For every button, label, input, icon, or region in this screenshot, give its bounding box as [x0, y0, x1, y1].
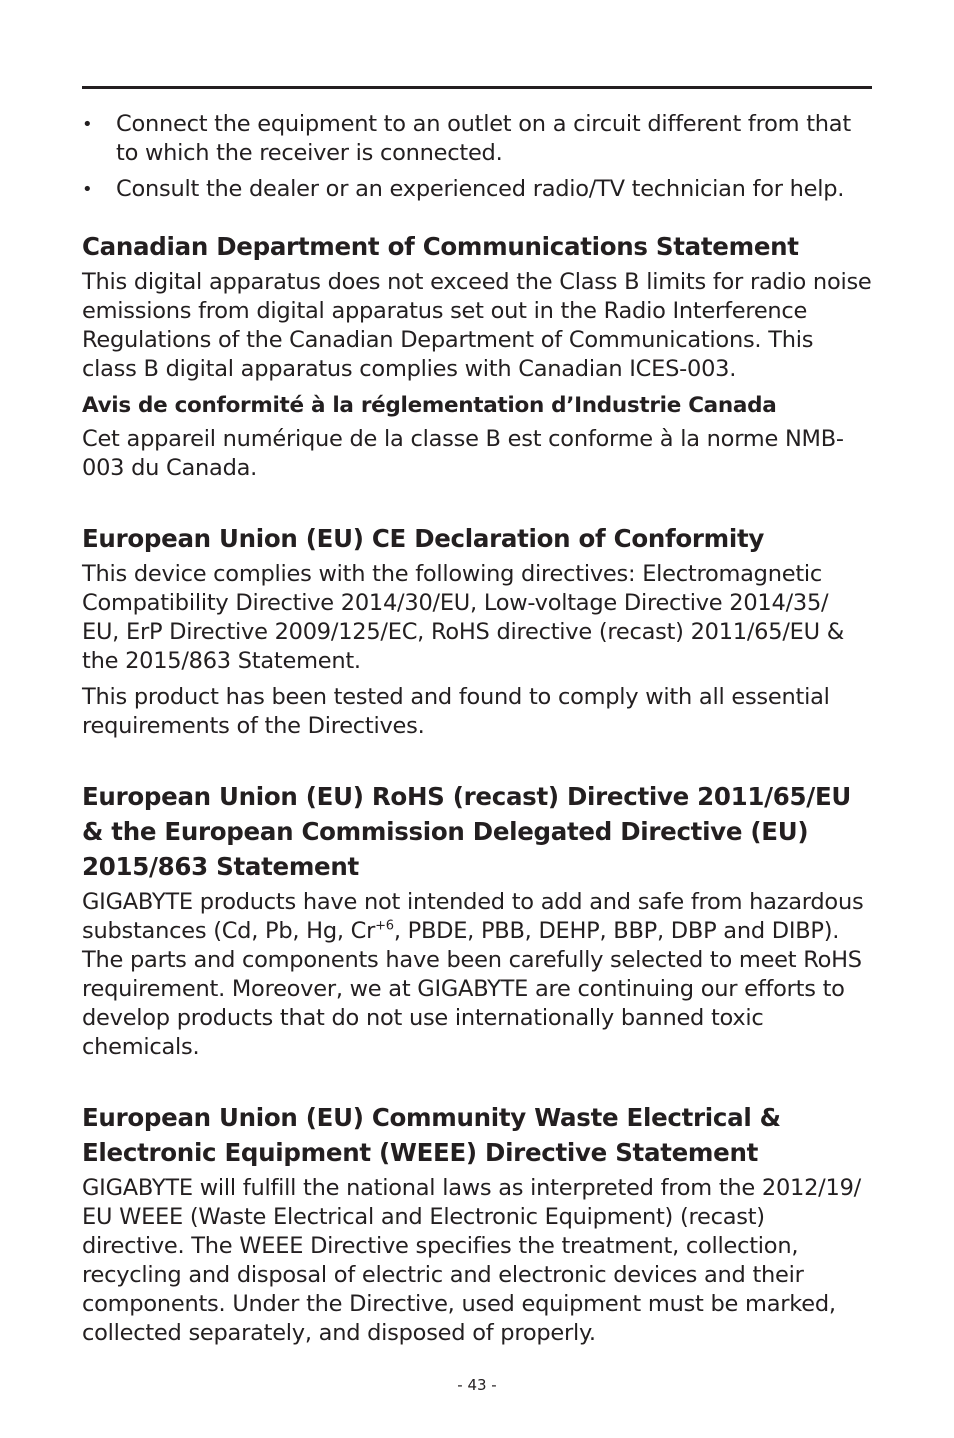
interference-bullet-list — [82, 110, 872, 204]
bullet-text: Consult the dealer or an experienced radio/TV technician for help. — [116, 176, 845, 202]
page-number: - 43 - — [457, 1376, 497, 1394]
bullet-text: Connect the equipment to an outlet on a circuit different from that to which the receiver is connected. — [116, 111, 851, 166]
eu-ce-heading: European Union (EU) CE Declaration of Conformity — [82, 524, 765, 553]
canada-fr-heading: Avis de conformité à la réglementation d’Industrie Canada — [82, 393, 777, 418]
canada-fr-body: Cet appareil numérique de la classe B est conforme à la norme NMB-003 du Canada. — [82, 426, 844, 481]
header-rule — [82, 86, 872, 89]
bullet-icon: • — [82, 179, 93, 200]
canada-body: This digital apparatus does not exceed the Class B limits for radio noise emissions from digital apparatus set out in the Radio Interference Regulations of the Canadian Department of Communications. This class B digital apparatus complies with Canadian ICES-003. — [82, 269, 872, 382]
eu-rohs-heading: European Union (EU) RoHS (recast) Directive 2011/65/EU & the European Commission Delegated Directive (EU) 2015/863 Statement — [82, 782, 851, 881]
eu-rohs-body-pre: GIGABYTE products have not intended to add and safe from hazardous substances (Cd, Pb, Hg, Cr — [82, 889, 864, 944]
eu-rohs-body-sup: +6 — [375, 918, 394, 934]
eu-rohs-body — [82, 888, 872, 1062]
eu-weee-heading: European Union (EU) Community Waste Electrical & Electronic Equipment (WEEE) Directive Statement — [82, 1103, 781, 1167]
page-content — [82, 110, 872, 1348]
eu-rohs-body-post: , PBDE, PBB, DEHP, BBP, DBP and DIBP). The parts and components have been carefully selected to meet RoHS requirement. Moreover, we at GIGABYTE are continuing our efforts to develop products that do not use internationally banned toxic chemicals. — [82, 918, 862, 1060]
bullet-icon: • — [82, 114, 93, 135]
eu-ce-body-2: This product has been tested and found to comply with all essential requirements of the Directives. — [82, 684, 830, 739]
list-item — [82, 110, 872, 168]
eu-ce-body-1: This device complies with the following directives: Electromagnetic Compatibility Directive 2014/30/EU, Low-voltage Directive 2014/35/ EU, ErP Directive 2009/125/EC, RoHS directive (recast) 2011/65/EU & the 2015/863 Statement. — [82, 561, 845, 674]
canada-heading: Canadian Department of Communications Statement — [82, 232, 799, 261]
list-item — [82, 175, 872, 204]
eu-weee-body: GIGABYTE will fulfill the national laws as interpreted from the 2012/19/ EU WEEE (Waste Electrical and Electronic Equipment) (recast) directive. The WEEE Directive specifies the treatment, collection, recycling and disposal of electric and electronic devices and their components. Under the Directive, used equipment must be marked, collected separately, and disposed of properly. — [82, 1175, 861, 1346]
